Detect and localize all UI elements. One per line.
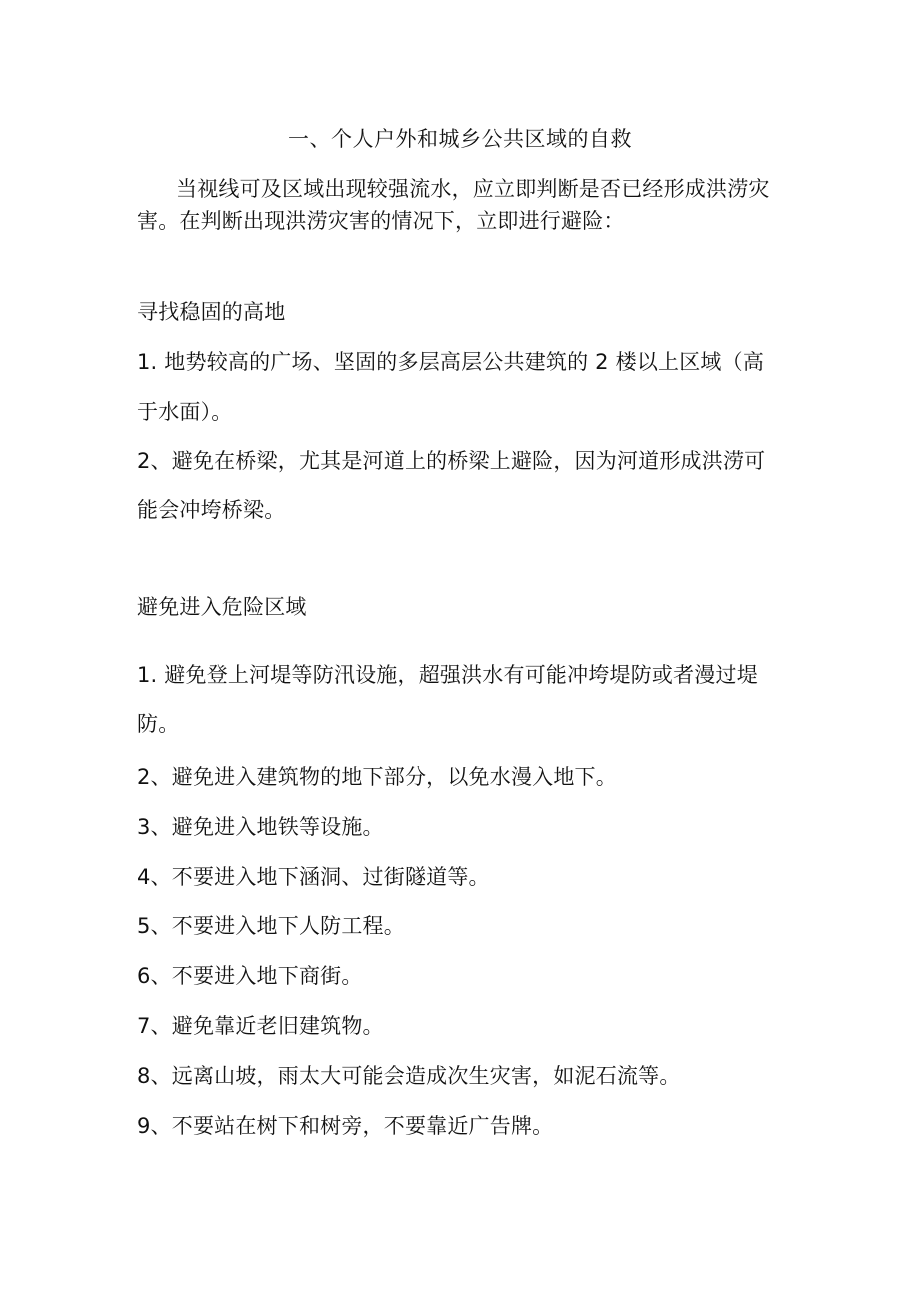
danger-item-3: 3、避免进入地铁等设施。 xyxy=(137,815,384,839)
danger-item-2: 2、避免进入建筑物的地下部分，以免水漫入地下。 xyxy=(137,765,617,789)
heading-danger-areas: 避免进入危险区域 xyxy=(137,595,307,619)
danger-item-5: 5、不要进入地下人防工程。 xyxy=(137,914,405,938)
intro-line-1: 当视线可及区域出现较强流水，应立即判断是否已经形成洪涝灾 xyxy=(176,177,770,201)
danger-item-4: 4、不要进入地下涵洞、过街隧道等。 xyxy=(137,865,490,889)
high-ground-item-2-line-2: 能会冲垮桥梁。 xyxy=(137,498,286,522)
section-title: 一、个人户外和城乡公共区域的自救 xyxy=(288,127,632,151)
danger-item-7: 7、避免靠近老旧建筑物。 xyxy=(137,1014,384,1038)
high-ground-item-2-line-1: 2、避免在桥梁，尤其是河道上的桥梁上避险，因为河道形成洪涝可 xyxy=(137,449,766,473)
danger-item-6: 6、不要进入地下商街。 xyxy=(137,964,363,988)
high-ground-item-1-line-2: 于水面）。 xyxy=(137,400,233,424)
danger-item-1-line-2: 防。 xyxy=(137,712,180,736)
intro-line-2: 害。在判断出现洪涝灾害的情况下，立即进行避险： xyxy=(137,209,625,233)
danger-item-9: 9、不要站在树下和树旁，不要靠近广告牌。 xyxy=(137,1114,554,1138)
danger-item-1-line-1: 1. 避免登上河堤等防汛设施，超强洪水有可能冲垮堤防或者漫过堤 xyxy=(137,663,758,687)
heading-high-ground: 寻找稳固的高地 xyxy=(137,300,286,324)
high-ground-item-1-line-1: 1. 地势较高的广场、坚固的多层高层公共建筑的 2 楼以上区域（高 xyxy=(137,350,765,374)
danger-item-8: 8、远离山坡，雨太大可能会造成次生灾害，如泥石流等。 xyxy=(137,1064,681,1088)
